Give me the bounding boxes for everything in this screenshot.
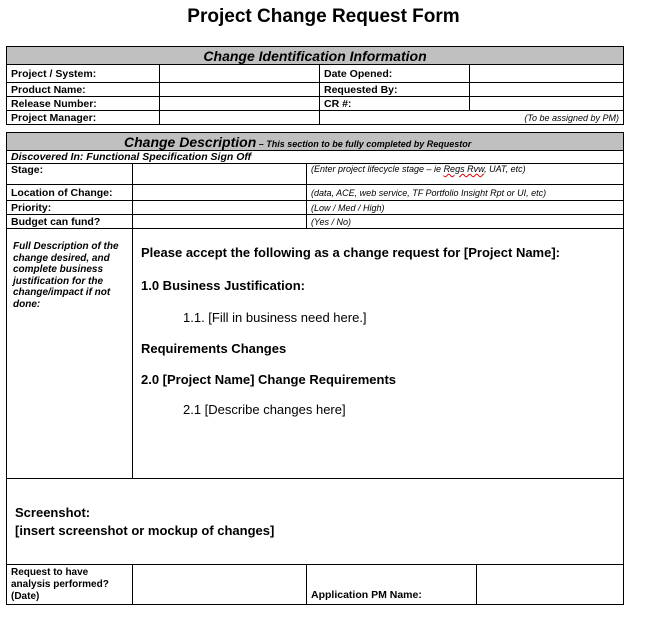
description-header-note: – This section to be fully completed by Requestor (256, 138, 472, 149)
date-opened-field[interactable] (470, 65, 624, 83)
release-number-field[interactable] (160, 97, 320, 111)
release-number-label: Release Number: (7, 97, 160, 111)
description-header-title: Change Description (124, 133, 257, 150)
budget-hint: (Yes / No) (307, 215, 624, 229)
product-name-field[interactable] (160, 83, 320, 97)
description-header (7, 133, 624, 151)
priority-label: Priority: (7, 201, 133, 215)
requirements-changes-heading: Requirements Changes (141, 341, 287, 356)
project-manager-field[interactable] (160, 111, 320, 125)
pm-note: (To be assigned by PM) (320, 111, 624, 125)
stage-label: Stage: (7, 164, 133, 185)
screenshot-area[interactable] (7, 479, 624, 565)
budget-field[interactable] (133, 215, 307, 229)
priority-field[interactable] (133, 201, 307, 215)
product-name-label: Product Name: (7, 83, 160, 97)
project-system-label: Project / System: (7, 65, 160, 83)
analysis-date-field[interactable] (133, 565, 307, 605)
stage-hint-word: Regs Rvw (443, 164, 485, 174)
screenshot-placeholder: [insert screenshot or mockup of changes] (15, 523, 275, 538)
project-manager-label: Project Manager: (7, 111, 160, 125)
business-need-item: 1.1. [Fill in business need here.] (183, 310, 367, 325)
requested-by-field[interactable] (470, 83, 624, 97)
describe-changes-item: 2.1 [Describe changes here] (183, 402, 346, 417)
page-title: Project Change Request Form (187, 6, 460, 27)
stage-hint-suffix: , UAT, etc) (484, 164, 526, 174)
stage-hint-text: (Enter project lifecycle stage – ie (311, 164, 444, 174)
cr-number-label: CR #: (320, 97, 470, 111)
screenshot-label: Screenshot: (15, 505, 91, 520)
identification-header: Change Identification Information (7, 47, 624, 65)
location-label: Location of Change: (7, 185, 133, 201)
stage-field[interactable] (133, 164, 307, 185)
stage-hint (307, 164, 624, 185)
location-field[interactable] (133, 185, 307, 201)
app-pm-label: Application PM Name: (307, 565, 477, 605)
request-intro: Please accept the following as a change request for [Project Name]: (141, 245, 561, 260)
app-pm-field[interactable] (477, 565, 624, 605)
location-hint: (data, ACE, web service, TF Portfolio Insight Rpt or UI, etc) (307, 185, 624, 201)
priority-hint: (Low / Med / High) (307, 201, 624, 215)
description-table (6, 132, 624, 605)
date-opened-label: Date Opened: (320, 65, 470, 83)
discovered-in: Discovered In: Functional Specification Sign Off (7, 151, 624, 164)
change-requirements-heading: 2.0 [Project Name] Change Requirements (141, 372, 397, 387)
identification-table (6, 46, 624, 125)
full-description-label: Full Description of the change desired, and complete business justification for the change/impact if not done: (7, 229, 133, 479)
budget-label: Budget can fund? (7, 215, 133, 229)
full-description-field[interactable] (133, 229, 624, 479)
requested-by-label: Requested By: (320, 83, 470, 97)
cr-number-field[interactable] (470, 97, 624, 111)
analysis-label: Request to have analysis performed? (Date) (7, 565, 133, 605)
business-justification-heading: 1.0 Business Justification: (141, 278, 305, 293)
project-system-field[interactable] (160, 65, 320, 83)
